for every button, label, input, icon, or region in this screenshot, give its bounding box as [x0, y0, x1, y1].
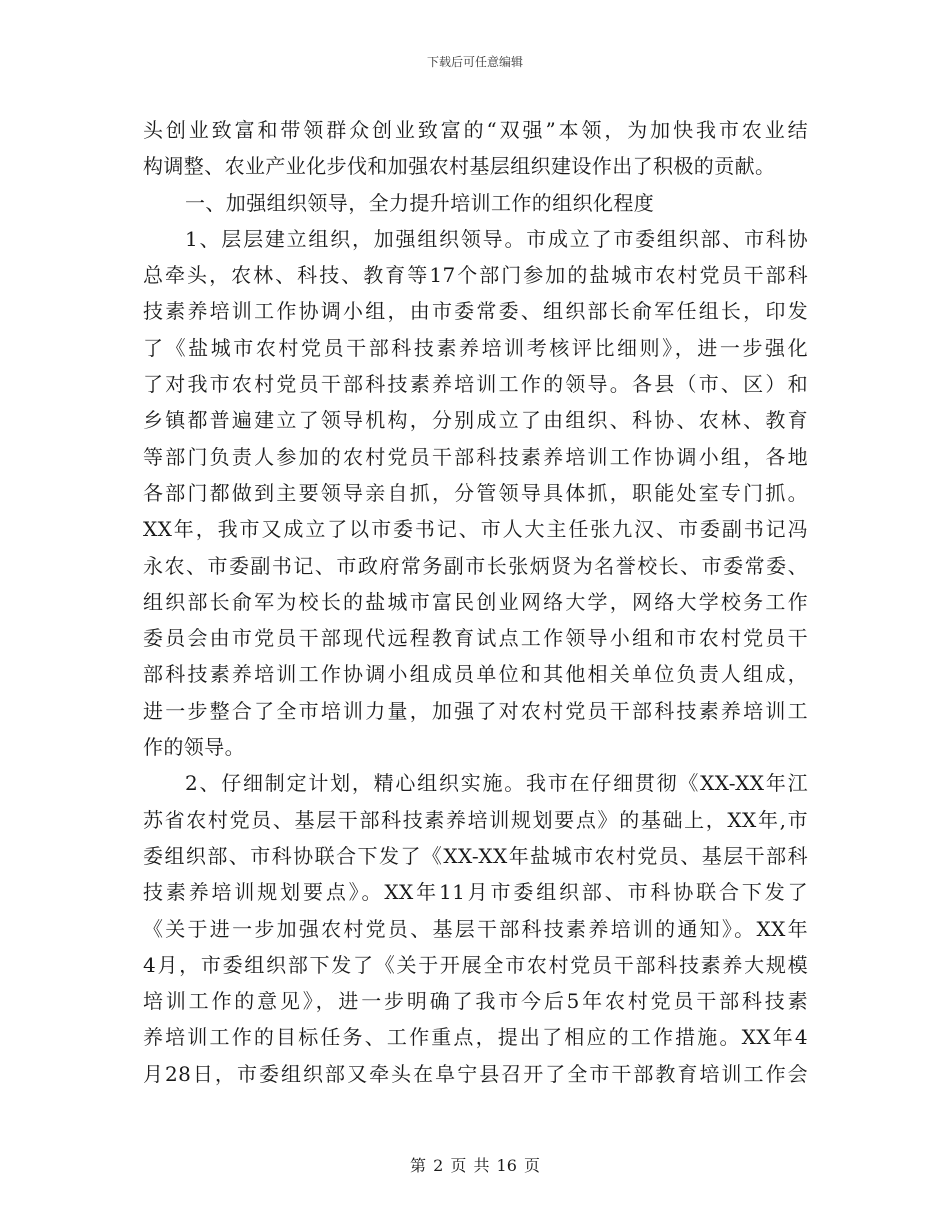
- text-line: 头创业致富和带领群众创业致富的“双强”本领，为加快我市农业结: [143, 118, 808, 142]
- text-line: 作的领导。: [143, 735, 245, 760]
- text-line: 培训工作的意见》，进一步明确了我市今后5年农村党员干部科技素: [143, 989, 808, 1014]
- text-line: 1、层层建立组织，加强组织领导。市成立了市委组织部、市科协: [185, 226, 808, 251]
- text-line: 各部门都做到主要领导亲自抓，分管领导具体抓，职能处室专门抓。: [143, 480, 808, 505]
- text-line: 苏省农村党员、基层干部科技素养培训规划要点》的基础上，XX年,市: [143, 807, 808, 832]
- text-line: 总牵头，农林、科技、教育等17个部门参加的盐城市农村党员干部科: [143, 263, 808, 288]
- page-number-footer: 第 2 页 共 16 页: [410, 1156, 540, 1175]
- text-line: 进一步整合了全市培训力量，加强了对农村党员干部科技素养培训工: [143, 698, 808, 723]
- text-line: 一、加强组织领导，全力提升培训工作的组织化程度: [185, 190, 655, 215]
- text-line: 构调整、农业产业化步伐和加强农村基层组织建设作出了积极的贡献。: [143, 154, 776, 179]
- text-line: 月28日，市委组织部又牵头在阜宁县召开了全市干部教育培训工作会: [143, 1061, 808, 1086]
- page-header-note: 下载后可任意编辑: [426, 55, 523, 69]
- text-line: 委员会由市党员干部现代远程教育试点工作领导小组和市农村党员干: [143, 626, 808, 651]
- document-body: [143, 112, 808, 1092]
- text-line: 组织部长俞军为校长的盐城市富民创业网络大学，网络大学校务工作: [143, 589, 808, 614]
- text-line: 《关于进一步加强农村党员、基层干部科技素养培训的通知》。XX年: [143, 916, 808, 941]
- text-line: 4月，市委组织部下发了《关于开展全市农村党员干部科技素养大规模: [143, 952, 808, 977]
- text-line: 了对我市农村党员干部科技素养培训工作的领导。各县（市、区）和: [143, 372, 808, 397]
- text-line: 了《盐城市农村党员干部科技素养培训考核评比细则》，进一步强化: [143, 335, 808, 360]
- text-line: 委组织部、市科协联合下发了《XX-XX年盐城市农村党员、基层干部科: [143, 843, 808, 868]
- text-line: 技素养培训工作协调小组，由市委常委、组织部长俞军任组长，印发: [143, 299, 808, 324]
- text-line: 技素养培训规划要点》。XX年11月市委组织部、市科协联合下发了: [143, 880, 808, 905]
- text-line: 乡镇都普遍建立了领导机构，分别成立了由组织、科协、农林、教育: [143, 408, 808, 433]
- text-line: 2、仔细制定计划，精心组织实施。我市在仔细贯彻《XX-XX年江: [185, 771, 808, 796]
- text-line: 养培训工作的目标任务、工作重点，提出了相应的工作措施。XX年4: [143, 1025, 808, 1050]
- text-line: XX年，我市又成立了以市委书记、市人大主任张九汉、市委副书记冯: [143, 517, 808, 542]
- text-line: 部科技素养培训工作协调小组成员单位和其他相关单位负责人组成，: [143, 662, 808, 687]
- text-line: 永农、市委副书记、市政府常务副市长张炳贤为名誉校长、市委常委、: [143, 553, 808, 578]
- text-line: 等部门负责人参加的农村党员干部科技素养培训工作协调小组，各地: [143, 444, 808, 469]
